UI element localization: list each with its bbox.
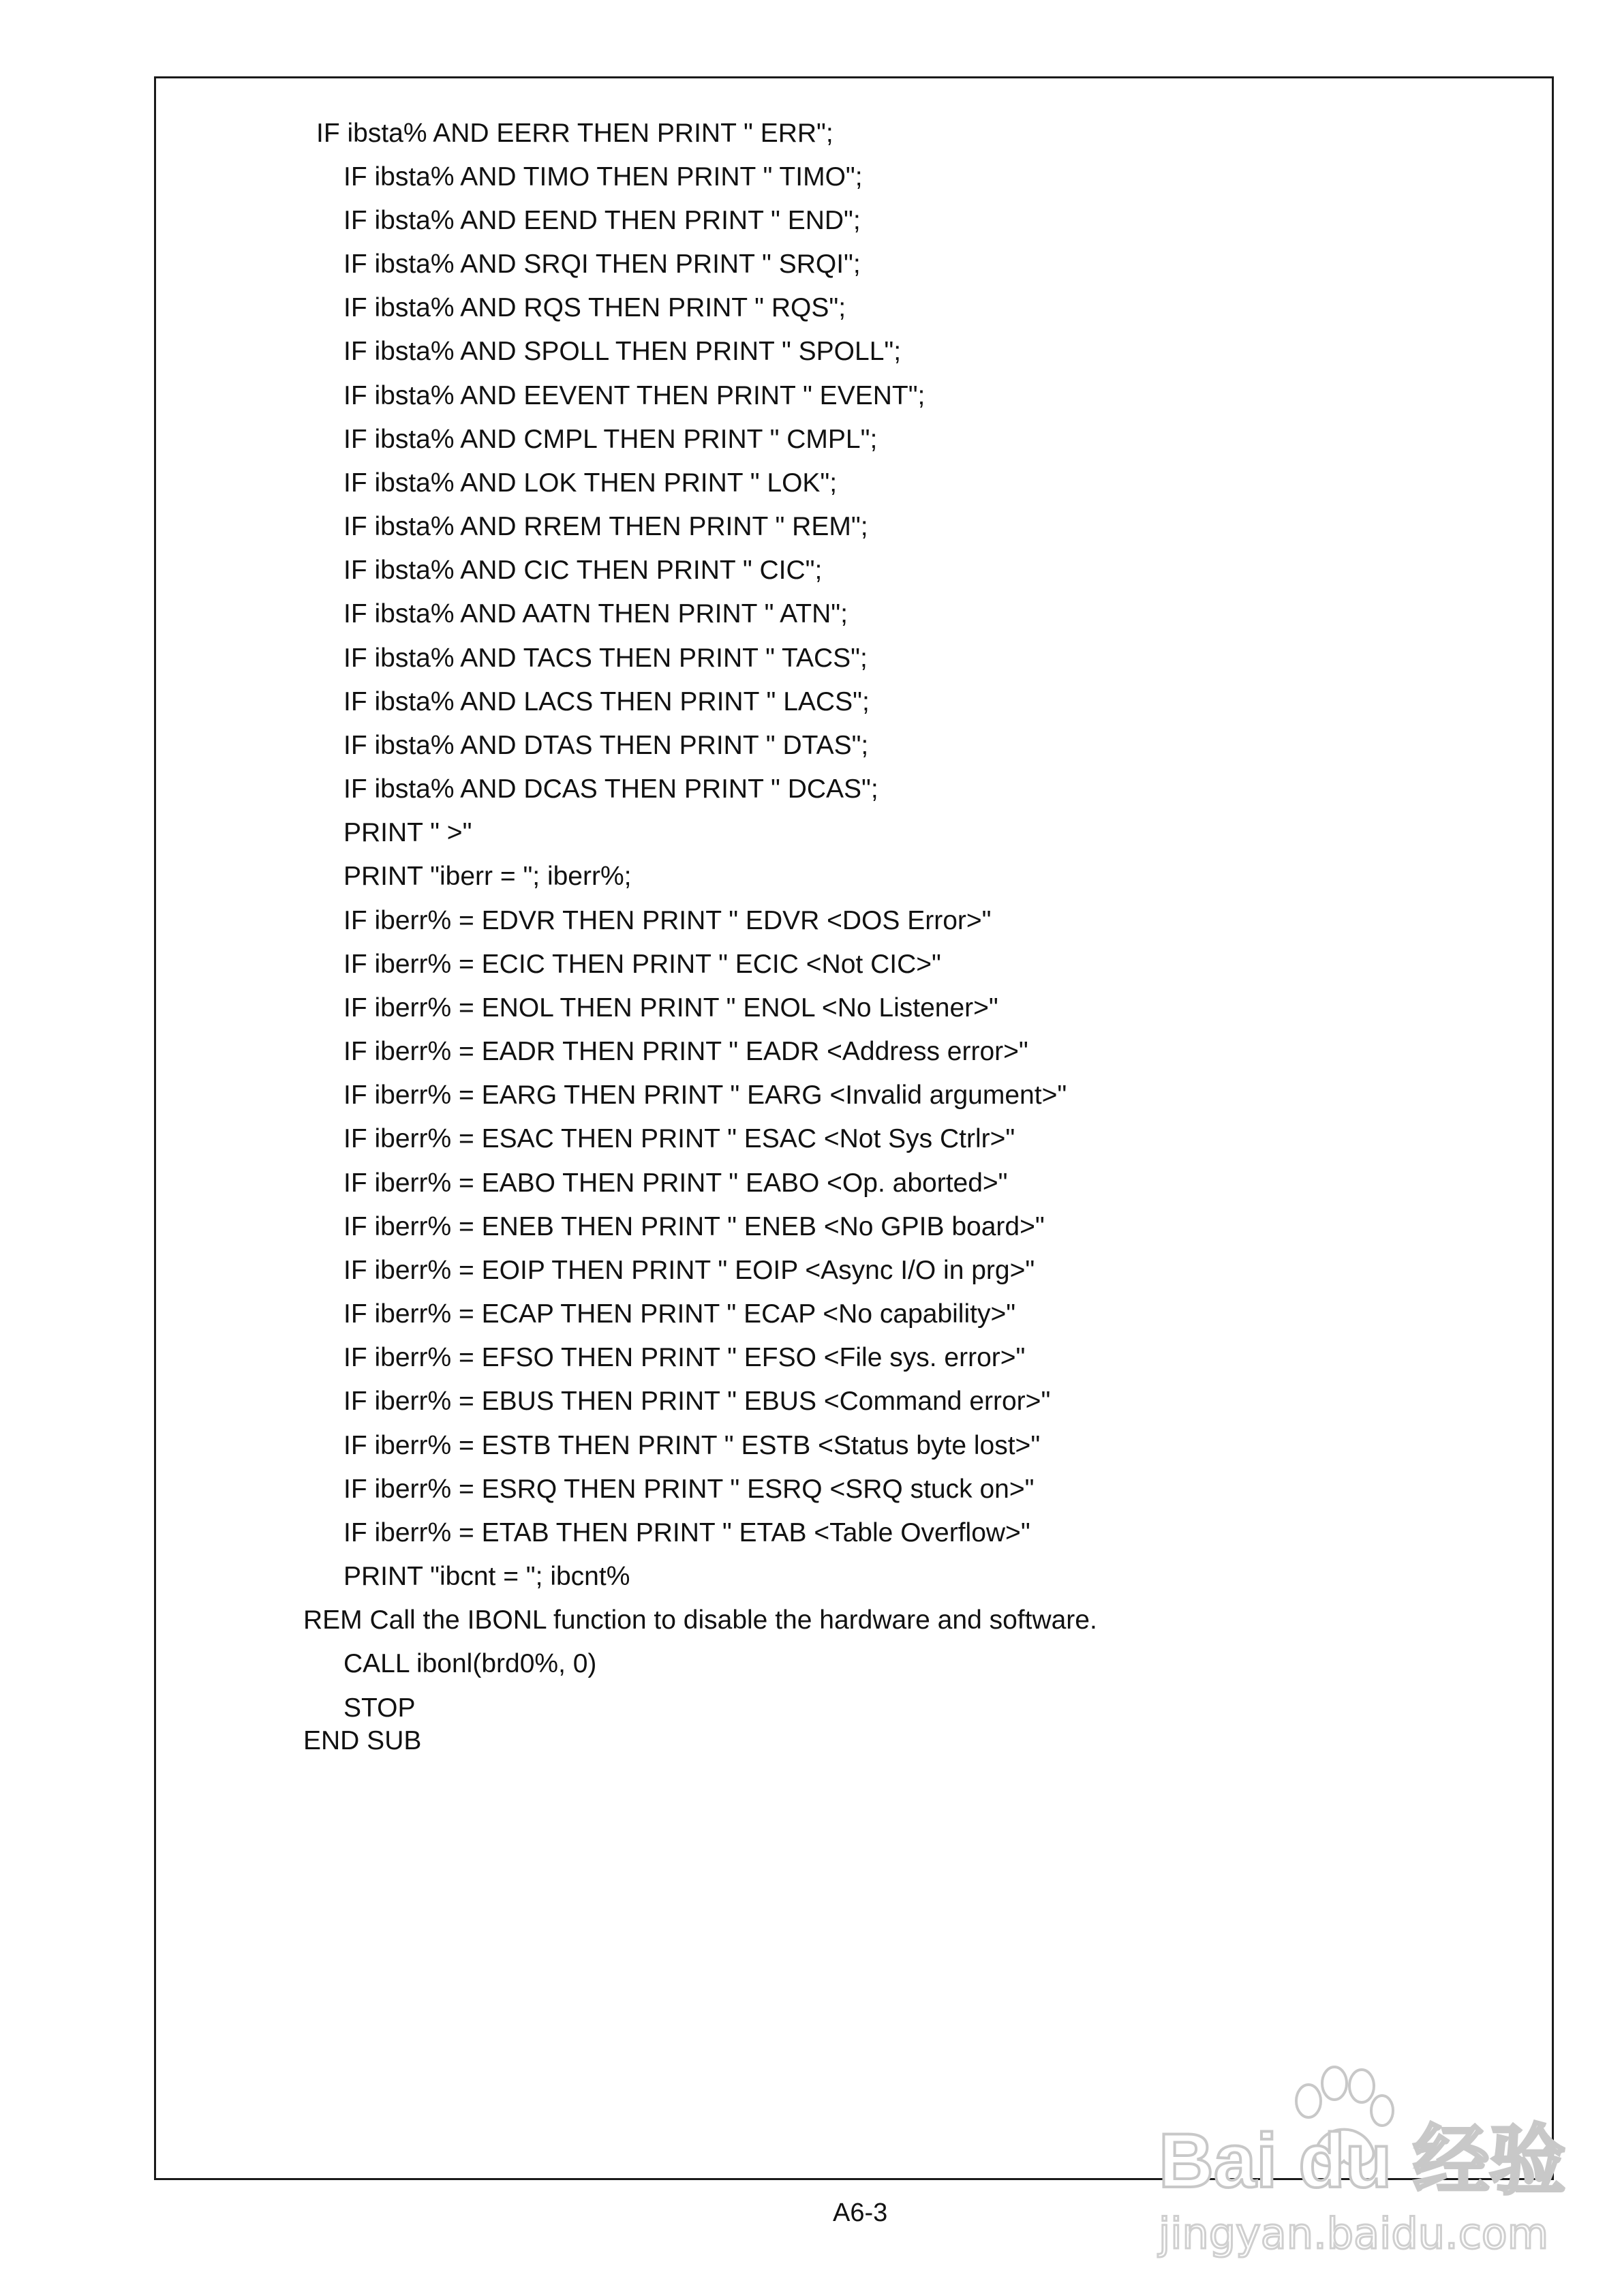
watermark-logo: Bai du 经验	[1159, 2118, 1566, 2203]
code-line: IF iberr% = ESAC THEN PRINT " ESAC <Not Sys Ctrlr>"	[343, 1124, 1015, 1153]
code-line: IF ibsta% AND AATN THEN PRINT " ATN";	[343, 599, 848, 629]
watermark-url: jingyan.baidu.com	[1159, 2209, 1549, 2259]
code-line: END SUB	[303, 1726, 422, 1755]
code-line: IF ibsta% AND SPOLL THEN PRINT " SPOLL";	[343, 337, 902, 366]
code-line: PRINT "ibcnt = "; ibcnt%	[343, 1562, 630, 1591]
code-line: IF ibsta% AND DCAS THEN PRINT " DCAS";	[343, 774, 878, 804]
code-line: IF ibsta% AND RREM THEN PRINT " REM";	[343, 512, 868, 541]
code-line: PRINT "iberr = "; iberr%;	[343, 862, 632, 891]
code-line: IF iberr% = EDVR THEN PRINT " EDVR <DOS Error>"	[343, 906, 992, 935]
page-number: A6-3	[833, 2199, 888, 2227]
code-line: IF ibsta% AND TIMO THEN PRINT " TIMO";	[343, 162, 863, 192]
code-line: IF ibsta% AND EEND THEN PRINT " END";	[343, 206, 861, 235]
code-line: IF iberr% = ENEB THEN PRINT " ENEB <No GPIB board>"	[343, 1212, 1045, 1241]
code-line: IF iberr% = EABO THEN PRINT " EABO <Op. aborted>"	[343, 1168, 1008, 1198]
code-line: IF iberr% = ESTB THEN PRINT " ESTB <Status byte lost>"	[343, 1431, 1041, 1460]
code-line: IF iberr% = ECIC THEN PRINT " ECIC <Not CIC>"	[343, 950, 941, 979]
code-line: IF iberr% = ECAP THEN PRINT " ECAP <No capability>"	[343, 1299, 1016, 1329]
code-line: IF ibsta% AND CIC THEN PRINT " CIC";	[343, 556, 823, 585]
code-line: CALL ibonl(brd0%, 0)	[343, 1649, 597, 1678]
code-line: IF iberr% = ETAB THEN PRINT " ETAB <Table Overflow>"	[343, 1518, 1030, 1547]
code-line: IF iberr% = EOIP THEN PRINT " EOIP <Async I/O in prg>"	[343, 1256, 1035, 1285]
code-line: IF ibsta% AND LOK THEN PRINT " LOK";	[343, 468, 838, 498]
code-line: IF ibsta% AND TACS THEN PRINT " TACS";	[343, 644, 868, 673]
code-line: IF ibsta% AND SRQI THEN PRINT " SRQI";	[343, 250, 861, 279]
code-line: IF iberr% = ENOL THEN PRINT " ENOL <No Listener>"	[343, 993, 998, 1023]
code-line: IF ibsta% AND RQS THEN PRINT " RQS";	[343, 293, 846, 322]
code-line: IF iberr% = EARG THEN PRINT " EARG <Invalid argument>"	[343, 1081, 1067, 1110]
baidu-jingyan-watermark	[1152, 2066, 1566, 2270]
code-line: IF ibsta% AND EERR THEN PRINT " ERR";	[316, 119, 833, 148]
code-line: IF ibsta% AND LACS THEN PRINT " LACS";	[343, 687, 870, 716]
code-line: IF ibsta% AND EEVENT THEN PRINT " EVENT";	[343, 381, 925, 410]
code-line: IF ibsta% AND DTAS THEN PRINT " DTAS";	[343, 731, 869, 760]
code-line: IF iberr% = ESRQ THEN PRINT " ESRQ <SRQ stuck on>"	[343, 1475, 1035, 1504]
code-line: IF iberr% = EBUS THEN PRINT " EBUS <Command error>"	[343, 1387, 1051, 1416]
code-line: IF ibsta% AND CMPL THEN PRINT " CMPL";	[343, 425, 878, 454]
code-line: IF iberr% = EADR THEN PRINT " EADR <Address error>"	[343, 1037, 1028, 1066]
code-line: REM Call the IBONL function to disable the hardware and software.	[303, 1605, 1097, 1635]
code-line: STOP	[343, 1693, 416, 1723]
code-line: IF iberr% = EFSO THEN PRINT " EFSO <File sys. error>"	[343, 1343, 1026, 1372]
code-line: PRINT " >"	[343, 818, 472, 847]
